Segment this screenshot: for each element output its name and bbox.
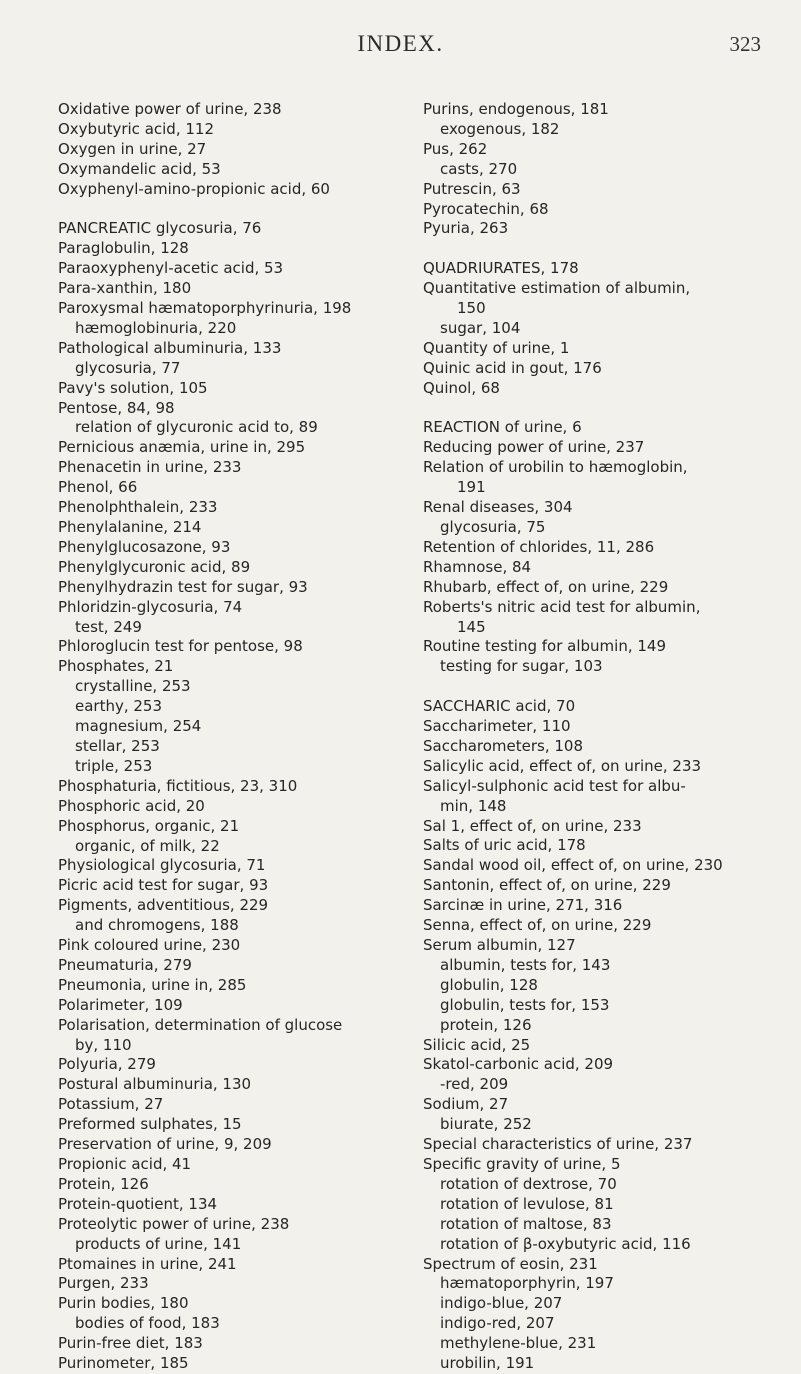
index-entry: Phosphorus, organic, 21 [58, 816, 240, 835]
index-entry: Pavy's solution, 105 [58, 378, 208, 397]
index-entry: Pigments, adventitious, 229 [58, 896, 269, 915]
index-entry: Protein, 126 [58, 1174, 149, 1193]
index-subentry: test, 249 [75, 617, 142, 636]
index-entry: Senna, effect of, on urine, 229 [423, 916, 652, 935]
index-entry: PANCREATIC glycosuria, 76 [58, 219, 262, 238]
index-subentry: organic, of milk, 22 [75, 836, 220, 855]
index-entry: Phenylhydrazin test for sugar, 93 [58, 577, 308, 596]
index-entry: Salicyl-sulphonic acid test for albu- [423, 776, 686, 795]
index-entry: Preformed sulphates, 15 [58, 1115, 242, 1134]
index-subentry: min, 148 [440, 796, 507, 815]
index-entry: Potassium, 27 [58, 1095, 164, 1114]
index-gap [423, 677, 778, 697]
index-entry: Purin-free diet, 183 [58, 1334, 203, 1353]
index-entry: Phenacetin in urine, 233 [58, 458, 242, 477]
index-gap [423, 399, 778, 419]
index-subentry: 150 [457, 299, 486, 318]
index-entry: Protein-quotient, 134 [58, 1194, 218, 1213]
index-subentry: casts, 270 [440, 159, 518, 178]
index-entry: Sarcinæ in urine, 271, 316 [423, 896, 623, 915]
index-entry: Sal 1, effect of, on urine, 233 [423, 816, 642, 835]
index-subentry: protein, 126 [440, 1015, 532, 1034]
index-entry: Silicic acid, 25 [423, 1035, 531, 1054]
index-entry: Oxygen in urine, 27 [58, 139, 207, 158]
index-subentry: urobilin, 191 [440, 1354, 535, 1373]
index-entry: Picric acid test for sugar, 93 [58, 876, 269, 895]
index-subentry: earthy, 253 [75, 697, 163, 716]
index-subentry: exogenous, 182 [440, 119, 560, 138]
index-gap [423, 239, 778, 259]
page-number: 323 [729, 32, 761, 56]
index-entry: Ptomaines in urine, 241 [58, 1254, 237, 1273]
index-entry: Salicylic acid, effect of, on urine, 233 [423, 756, 702, 775]
index-entry: Renal diseases, 304 [423, 498, 573, 517]
index-column-left [58, 100, 403, 1374]
index-entry: Pernicious anæmia, urine in, 295 [58, 438, 306, 457]
index-subentry: indigo-blue, 207 [440, 1294, 563, 1313]
index-subentry: glycosuria, 77 [75, 358, 181, 377]
index-subentry: and chromogens, 188 [75, 916, 239, 935]
index-entry: Quantity of urine, 1 [423, 338, 570, 357]
index-entry: Quinic acid in gout, 176 [423, 358, 602, 377]
index-subentry: 145 [457, 617, 486, 636]
index-subentry: indigo-red, 207 [440, 1314, 555, 1333]
index-entry: Reducing power of urine, 237 [423, 438, 645, 457]
index-subentry: rotation of β-oxybutyric acid, 116 [440, 1234, 691, 1253]
index-entry: Pentose, 84, 98 [58, 398, 175, 417]
index-subentry: methylene-blue, 231 [440, 1334, 597, 1353]
index-subentry: crystalline, 253 [75, 677, 191, 696]
index-entry: Quinol, 68 [423, 378, 500, 397]
index-entry: Purin bodies, 180 [58, 1294, 189, 1313]
index-subentry: biurate, 252 [440, 1115, 532, 1134]
index-entry: Phloroglucin test for pentose, 98 [58, 637, 303, 656]
index-entry: Salts of uric acid, 178 [423, 836, 586, 855]
index-entry: Rhamnose, 84 [423, 557, 532, 576]
index-entry: Paraglobulin, 128 [58, 239, 189, 258]
index-entry: Saccharimeter, 110 [423, 717, 571, 736]
page-title: INDEX. [357, 31, 444, 56]
index-entry: Quantitative estimation of albumin, [423, 279, 691, 298]
index-entry: Saccharometers, 108 [423, 736, 584, 755]
index-entry: Phenol, 66 [58, 478, 138, 497]
index-subentry: globulin, tests for, 153 [440, 995, 610, 1014]
index-entry: Relation of urobilin to hæmoglobin, [423, 458, 688, 477]
index-entry: Purins, endogenous, 181 [423, 100, 609, 118]
index-entry: Oxyphenyl-amino-propionic acid, 60 [58, 179, 330, 198]
index-entry: Santonin, effect of, on urine, 229 [423, 876, 671, 895]
index-entry: Pathological albuminuria, 133 [58, 338, 282, 357]
index-entry: Purgen, 233 [58, 1274, 149, 1293]
index-subentry: sugar, 104 [440, 318, 521, 337]
index-entry: Pink coloured urine, 230 [58, 936, 241, 955]
index-entry: REACTION of urine, 6 [423, 418, 582, 437]
index-entry: Phenylglucosazone, 93 [58, 537, 231, 556]
index-subentry: magnesium, 254 [75, 717, 202, 736]
index-subentry: rotation of maltose, 83 [440, 1214, 612, 1233]
index-entry: Routine testing for albumin, 149 [423, 637, 666, 656]
index-entry: Phenylalanine, 214 [58, 518, 202, 537]
index-entry: QUADRIURATES, 178 [423, 259, 579, 278]
index-entry: Sandal wood oil, effect of, on urine, 230 [423, 856, 723, 875]
index-subentry: testing for sugar, 103 [440, 657, 603, 676]
index-subentry: bodies of food, 183 [75, 1314, 220, 1333]
index-entry: Serum albumin, 127 [423, 936, 576, 955]
index-subentry: 191 [457, 478, 486, 497]
index-entry: Oxidative power of urine, 238 [58, 100, 282, 118]
index-entry: Pneumaturia, 279 [58, 955, 192, 974]
index-entry: Sodium, 27 [423, 1095, 509, 1114]
index-entry: Phosphates, 21 [58, 657, 174, 676]
index-entry: Para-xanthin, 180 [58, 279, 192, 298]
index-subentry: products of urine, 141 [75, 1234, 242, 1253]
index-entry: Polarisation, determination of glucose [58, 1015, 343, 1034]
index-entry: Paroxysmal hæmatoporphyrinuria, 198 [58, 299, 352, 318]
index-entry: Polarimeter, 109 [58, 995, 183, 1014]
index-entry: Polyuria, 279 [58, 1055, 156, 1074]
index-entry: Pyrocatechin, 68 [423, 199, 549, 218]
index-entry: Oxymandelic acid, 53 [58, 159, 221, 178]
index-entry: Physiological glycosuria, 71 [58, 856, 266, 875]
index-entry: Spectrum of eosin, 231 [423, 1254, 598, 1273]
index-entry: Postural albuminuria, 130 [58, 1075, 252, 1094]
index-entry: Paraoxyphenyl-acetic acid, 53 [58, 259, 284, 278]
index-entry: Phosphaturia, fictitious, 23, 310 [58, 776, 298, 795]
index-entry: Oxybutyric acid, 112 [58, 119, 214, 138]
index-entry: SACCHARIC acid, 70 [423, 697, 576, 716]
index-subentry: hæmoglobinuria, 220 [75, 318, 237, 337]
index-subentry: hæmatoporphyrin, 197 [440, 1274, 614, 1293]
index-subentry: rotation of dextrose, 70 [440, 1174, 617, 1193]
index-subentry: relation of glycuronic acid to, 89 [75, 418, 318, 437]
index-entry: Pyuria, 263 [423, 219, 509, 238]
index-subentry: stellar, 253 [75, 736, 160, 755]
index-entry: Retention of chlorides, 11, 286 [423, 537, 655, 556]
index-column-right [423, 100, 778, 1374]
index-entry: Pneumonia, urine in, 285 [58, 975, 247, 994]
index-entry: Pus, 262 [423, 139, 488, 158]
index-entry: Putrescin, 63 [423, 179, 521, 198]
index-entry: Phenylglycuronic acid, 89 [58, 557, 251, 576]
index-subentry: globulin, 128 [440, 975, 538, 994]
index-subentry: albumin, tests for, 143 [440, 955, 611, 974]
index-entry: Phloridzin-glycosuria, 74 [58, 597, 243, 616]
index-subentry: rotation of levulose, 81 [440, 1194, 614, 1213]
index-entry: Rhubarb, effect of, on urine, 229 [423, 577, 669, 596]
index-entry: Purinometer, 185 [58, 1354, 189, 1373]
index-entry: Propionic acid, 41 [58, 1155, 192, 1174]
index-entry: Skatol-carbonic acid, 209 [423, 1055, 614, 1074]
index-subentry: glycosuria, 75 [440, 518, 546, 536]
index-entry: Phenolphthalein, 233 [58, 498, 218, 517]
index-gap [58, 200, 403, 220]
index-entry: Specific gravity of urine, 5 [423, 1154, 621, 1173]
index-entry: Phosphoric acid, 20 [58, 796, 205, 815]
index-entry: Proteolytic power of urine, 238 [58, 1214, 290, 1233]
index-subentry: -red, 209 [440, 1075, 509, 1094]
index-entry: Roberts's nitric acid test for albumin, [423, 597, 701, 616]
index-subentry: by, 110 [75, 1035, 132, 1054]
index-entry: Preservation of urine, 9, 209 [58, 1135, 272, 1154]
index-entry: Special characteristics of urine, 237 [423, 1135, 693, 1154]
index-subentry: triple, 253 [75, 756, 153, 775]
running-head [0, 31, 801, 61]
